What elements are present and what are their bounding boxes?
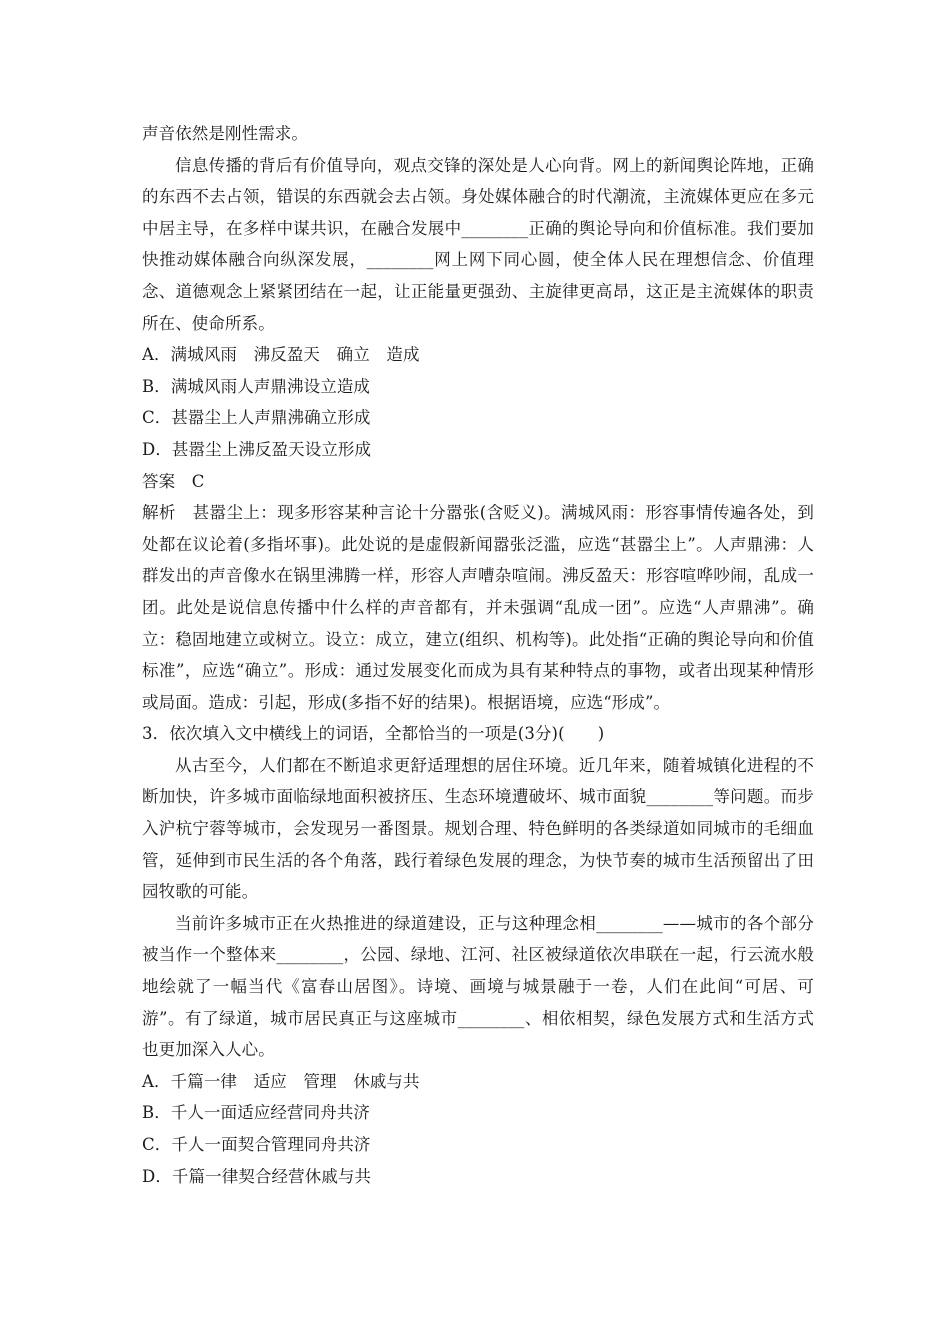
q2-analysis: 解析 甚嚣尘上：现多形容某种言论十分嚣张(含贬义)。满城风雨：形容事情传遍各处，到处都在议论着(多指坏事)。此处说的是虚假新闻嚣张泛滥，应选“甚嚣尘上”。人声鼎沸：人群发出的声音像水在锅里沸腾一样，形容人声嘈杂喧闹。沸反盈天：形容喧哗吵闹，乱成一团。此处是说信息传播中什么样的声音都有，并未强调“乱成一团”。应选“人声鼎沸”。确立：稳固地建立或树立。设立：成立，建立(组织、机构等)。此处指“正确的舆论导向和价值标准”，应选“确立”。形成：通过发展变化而成为具有某种特点的事物，或者出现某种情形或局面。造成：引起，形成(多指不好的结果)。根据语境，应选“形成”。 [142, 503, 814, 712]
q3-option-a: A．千篇一律 适应 管理 休戚与共 [142, 1071, 420, 1091]
q3-option-b: B．千人一面适应经营同舟共济 [142, 1103, 371, 1123]
q2-option-c: C．甚嚣尘上人声鼎沸确立形成 [142, 408, 371, 428]
q3-stem: 3．依次填入文中横线上的词语，全都恰当的一项是(3分)( ) [142, 724, 605, 744]
q3-paragraph-1: 从古至今，人们都在不断追求更舒适理想的居住环境。近几年来，随着城镇化进程的不断加快，许多城市面临绿地面积被挤压、生态环境遭破坏、城市面貌________等问题。而步入沪杭宁蓉等城市，会发现另一番图景。规划合理、特色鲜明的各类绿道如同城市的毛细血管，延伸到市民生活的各个角落，践行着绿色发展的理念，为快节奏的城市生活预留出了田园牧歌的可能。 [142, 755, 814, 902]
q2-option-b: B．满城风雨人声鼎沸设立造成 [142, 376, 371, 396]
q2-option-a: A．满城风雨 沸反盈天 确立 造成 [142, 345, 420, 365]
q3-paragraph-2: 当前许多城市正在火热推进的绿道建设，正与这种理念相________——城市的各个部分被当作一个整体来________，公园、绿地、江河、社区被绿道依次串联在一起，行云流水般地绘就了一幅当代《富春山居图》。诗境、画境与城景融于一卷，人们在此间“可居、可游”。有了绿道，城市居民真正与这座城市________、相依相契，绿色发展方式和生活方式也更加深入人心。 [142, 913, 814, 1060]
q2-answer: 答案 C [142, 471, 205, 491]
q3-option-c: C．千人一面契合管理同舟共济 [142, 1135, 371, 1154]
passage-continuation: 声音依然是刚性需求。 [142, 124, 308, 143]
document-page [142, 118, 814, 1192]
q2-option-d: D．甚嚣尘上沸反盈天设立形成 [142, 439, 372, 459]
q3-option-d: D．千篇一律契合经营休戚与共 [142, 1166, 372, 1186]
passage-paragraph: 信息传播的背后有价值导向，观点交锋的深处是人心向背。网上的新闻舆论阵地，正确的东西不去占领，错误的东西就会去占领。身处媒体融合的时代潮流，主流媒体更应在多元中居主导，在多样中谋共识，在融合发展中________正确的舆论导向和价值标准。我们要加快推动媒体融合向纵深发展，________网上网下同心圆，使全体人民在理想信念、价值理念、道德观念上紧紧团结在一起，让正能量更强劲、主旋律更高昂，这正是主流媒体的职责所在、使命所系。 [142, 155, 814, 333]
